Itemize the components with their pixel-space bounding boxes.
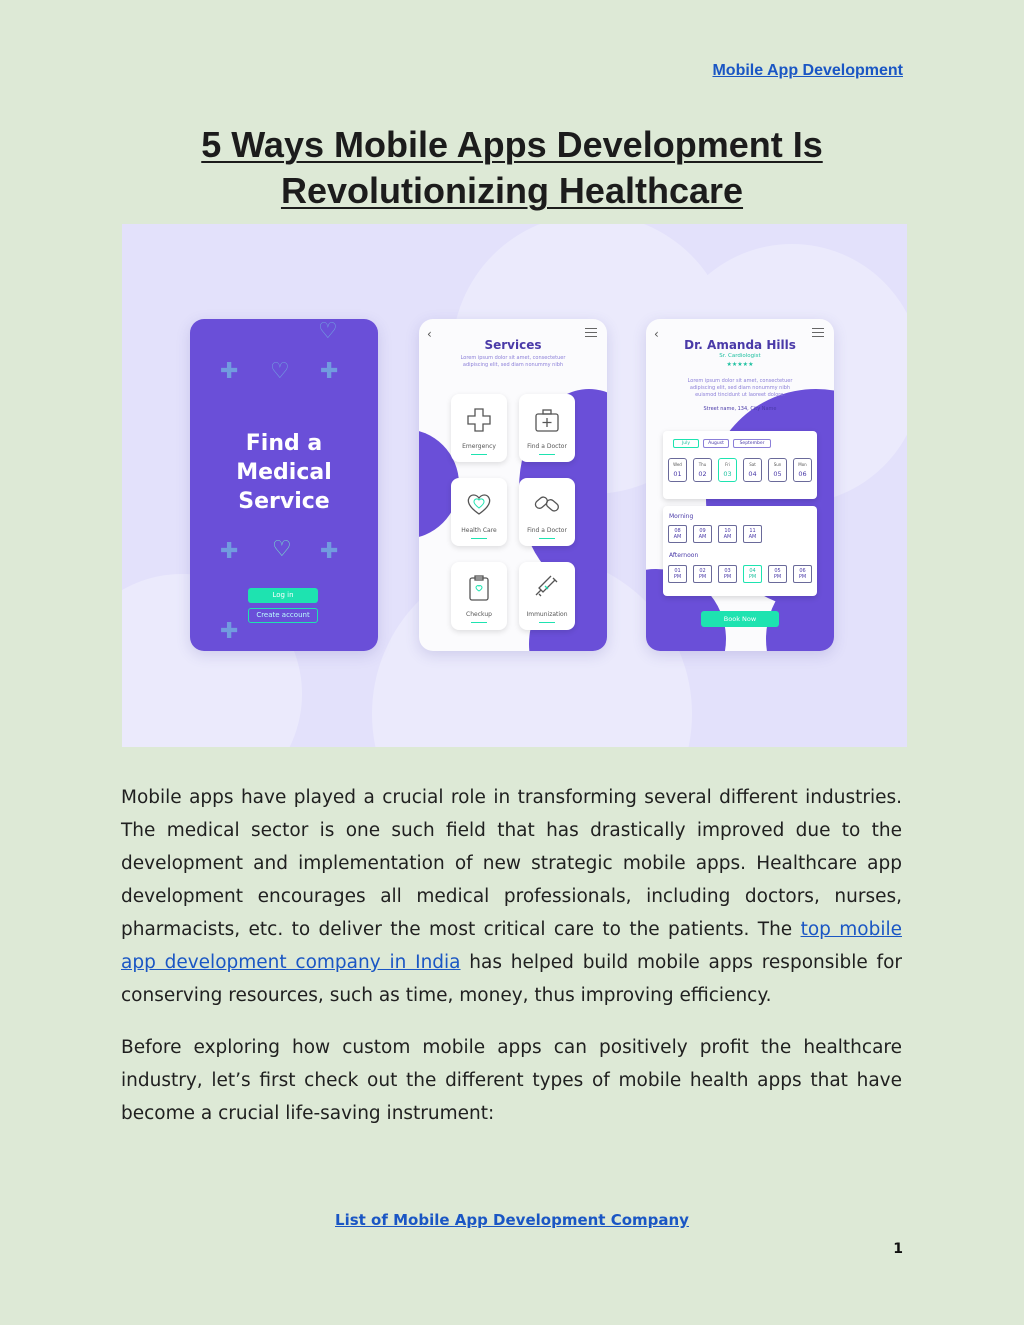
back-icon: ‹ — [654, 327, 659, 341]
intro-paragraph: Mobile apps have played a crucial role in transforming several different industries. The medical sector is one such field that has drastically improved due to the development and implementation of new strategic mobile apps. Healthcare app development encourages all medical professionals, including doctors, nurses, pharmacists, etc. to deliver the most critical care to the patients. The top mobile app development company in India has helped build mobile apps responsible for conserving resources, such as time, money, thus improving efficiency. — [121, 787, 902, 1006]
date-picker-card: July August September Wed 01 Thu 02 Fri 03 Sat 04 Sun 05 Mon 06 — [663, 431, 817, 499]
heart-icon: ♡ — [272, 537, 292, 562]
service-card-find-doctor-2: Find a Doctor — [519, 478, 575, 546]
plus-icon: ✚ — [220, 539, 239, 564]
doctor-specialty: Sr. Cardiologist — [719, 353, 761, 359]
title-line-2: Revolutionizing Healthcare — [280, 170, 744, 211]
book-now-button: Book Now — [701, 611, 779, 627]
hero-image — [122, 224, 907, 747]
service-card-find-doctor: Find a Doctor — [519, 394, 575, 462]
header-link[interactable]: Mobile App Development — [712, 62, 903, 79]
footer-link[interactable]: List of Mobile App Development Company — [335, 1211, 689, 1229]
plus-icon: ✚ — [220, 359, 239, 384]
medical-cross-icon — [465, 406, 493, 434]
service-card-emergency: Emergency — [451, 394, 507, 462]
plus-icon: ✚ — [320, 539, 339, 564]
heart-icon — [465, 490, 493, 518]
page-title — [0, 122, 1024, 214]
second-paragraph: Before exploring how custom mobile apps can positively profit the healthcare industry, let’s first check out the different types of mobile health apps that have become a crucial life-saving instrument: — [121, 1037, 902, 1124]
back-icon: ‹ — [427, 327, 432, 341]
heart-icon: ♡ — [318, 319, 338, 344]
create-account-button: Create account — [248, 608, 318, 623]
address: Street name, 134, City Name — [703, 406, 777, 412]
title-line-1: 5 Ways Mobile Apps Development Is — [201, 124, 823, 165]
phone-find-service — [190, 319, 378, 651]
login-button: Log in — [248, 588, 318, 603]
page-number: 1 — [893, 1241, 903, 1257]
medical-bag-icon — [533, 406, 561, 434]
find-medical-heading: Find a Medical Service — [236, 431, 332, 514]
heart-icon: ♡ — [270, 359, 290, 384]
phone-services: ‹ Services Lorem ipsum dolor sit amet, consectetuer adipiscing elit, sed diam nonummy nibh Emergency Find a Doctor Health Care Find a Doctor Checkup Immunization — [419, 319, 607, 651]
pills-icon — [533, 490, 561, 518]
syringe-icon — [533, 574, 561, 602]
top-mobile-app-company-link[interactable]: top mobile app development company in India — [121, 919, 902, 973]
plus-icon: ✚ — [320, 359, 339, 384]
clipboard-icon — [465, 574, 493, 602]
service-card-health-care: Health Care — [451, 478, 507, 546]
service-card-checkup: Checkup — [451, 562, 507, 630]
plus-icon: ✚ — [220, 619, 239, 644]
phone-doctor-profile: ‹ Dr. Amanda Hills Sr. Cardiologist ★★★★★ Lorem ipsum dolor sit amet, consectetuer adipiscing elit, sed diam nonummy nibh euismod tincidunt ut laoreet dolore. Street name, 134, City Name July August September Wed 01 Thu 02 Fri 03 Sat 04 Sun 05 Mon 06 Morning 08 AM 09 AM 10 AM 11 AM Afternoon 01 PM 02 PM 03 PM 04 PM 05 PM 06 PM Book Now — [646, 319, 834, 651]
service-card-immunization: Immunization — [519, 562, 575, 630]
time-slot-card: Morning 08 AM 09 AM 10 AM 11 AM Afternoon 01 PM 02 PM 03 PM 04 PM 05 PM 06 PM — [663, 506, 817, 596]
doctor-name: Dr. Amanda Hills — [684, 338, 796, 352]
services-title: Services — [484, 338, 542, 352]
rating-stars: ★★★★★ — [726, 361, 754, 368]
